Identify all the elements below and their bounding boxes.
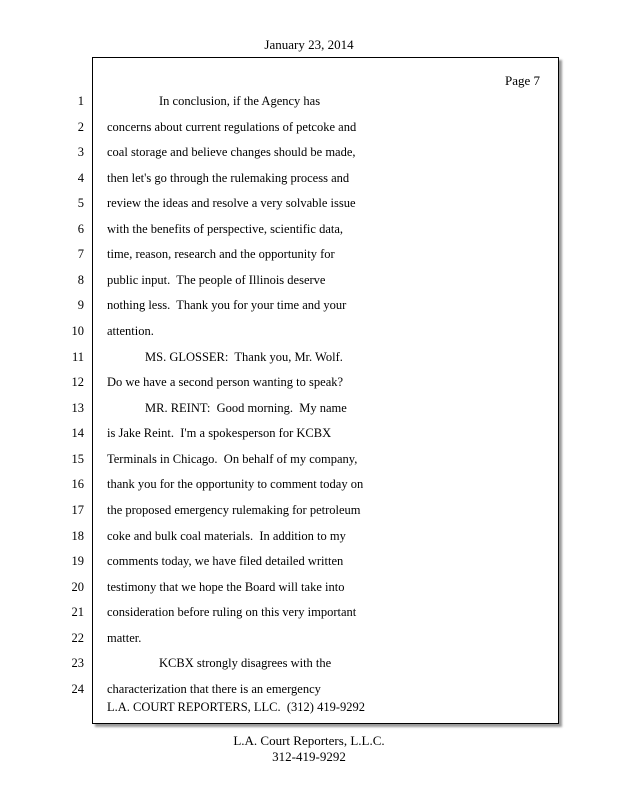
line-text: public input. The people of Illinois deserve <box>107 273 326 287</box>
transcript-line <box>0 222 618 242</box>
transcript-line <box>0 273 618 293</box>
transcript-line <box>0 656 618 676</box>
line-text: is Jake Reint. I'm a spokesperson for KCBX <box>107 426 332 440</box>
transcript-line <box>0 196 618 216</box>
line-number: 18 <box>71 529 84 543</box>
line-text: Do we have a second person wanting to speak? <box>107 375 344 389</box>
line-number: 7 <box>77 247 84 261</box>
line-number: 13 <box>71 401 84 415</box>
line-number: 4 <box>77 171 84 185</box>
line-text: coke and bulk coal materials. In addition to my <box>107 529 346 543</box>
line-number: 15 <box>71 452 84 466</box>
transcript-line <box>0 145 618 165</box>
line-number: 5 <box>77 196 84 210</box>
line-number: 23 <box>71 656 84 670</box>
line-number: 21 <box>71 605 84 619</box>
line-text: consideration before ruling on this very important <box>107 605 357 619</box>
line-number: 17 <box>71 503 84 517</box>
line-text: comments today, we have filed detailed written <box>107 554 344 568</box>
transcript-line <box>0 529 618 549</box>
transcript-line <box>0 631 618 651</box>
transcript-line <box>0 120 618 140</box>
transcript-line <box>0 324 618 344</box>
line-text: with the benefits of perspective, scientific data, <box>107 222 344 236</box>
transcript-line <box>0 350 618 370</box>
transcript-line <box>0 171 618 191</box>
line-number: 6 <box>77 222 84 236</box>
line-number: 2 <box>77 120 84 134</box>
transcript-line <box>0 580 618 600</box>
line-text: the proposed emergency rulemaking for petroleum <box>107 503 361 517</box>
line-number: 24 <box>71 682 84 696</box>
transcript-line <box>0 554 618 574</box>
transcript-line <box>0 375 618 395</box>
line-number: 14 <box>71 426 84 440</box>
line-text: concerns about current regulations of petcoke and <box>107 120 357 134</box>
line-text: then let's go through the rulemaking process and <box>107 171 350 185</box>
footer-company: L.A. Court Reporters, L.L.C. <box>233 733 385 748</box>
line-number: 1 <box>77 94 84 108</box>
line-text: nothing less. Thank you for your time and your <box>107 298 347 312</box>
line-text: coal storage and believe changes should be made, <box>107 145 356 159</box>
line-text: testimony that we hope the Board will take into <box>107 580 345 594</box>
line-number: 22 <box>71 631 84 645</box>
line-number: 9 <box>77 298 84 312</box>
transcript-line <box>0 401 618 421</box>
line-number: 3 <box>77 145 84 159</box>
line-text: KCBX strongly disagrees with the <box>159 656 332 670</box>
line-number: 20 <box>71 580 84 594</box>
line-text: Terminals in Chicago. On behalf of my company, <box>107 452 358 466</box>
line-text: time, reason, research and the opportunity for <box>107 247 335 261</box>
line-text: attention. <box>107 324 154 338</box>
transcript-line <box>0 247 618 267</box>
transcript-line <box>0 605 618 625</box>
transcript-line <box>0 94 618 114</box>
page-number: Page 7 <box>504 73 540 88</box>
line-text: In conclusion, if the Agency has <box>159 94 321 108</box>
transcript-line <box>0 503 618 523</box>
line-text: review the ideas and resolve a very solvable issue <box>107 196 356 210</box>
footer-phone: 312-419-9292 <box>272 749 346 764</box>
line-number: 10 <box>71 324 84 338</box>
line-number: 19 <box>71 554 84 568</box>
transcript-line <box>0 682 618 702</box>
transcript-line <box>0 477 618 497</box>
line-text: MR. REINT: Good morning. My name <box>145 401 347 415</box>
reporter-line: L.A. COURT REPORTERS, LLC. (312) 419-9292 <box>107 700 365 714</box>
header-date: January 23, 2014 <box>264 37 354 52</box>
transcript-line <box>0 298 618 318</box>
transcript-line <box>0 452 618 472</box>
line-number: 12 <box>71 375 84 389</box>
line-number: 8 <box>77 273 84 287</box>
line-text: matter. <box>107 631 142 645</box>
line-number: 11 <box>71 350 84 364</box>
transcript-line <box>0 426 618 446</box>
line-number: 16 <box>71 477 84 491</box>
line-text: thank you for the opportunity to comment today on <box>107 477 364 491</box>
line-text: MS. GLOSSER: Thank you, Mr. Wolf. <box>145 350 343 364</box>
line-text: characterization that there is an emergency <box>107 682 321 696</box>
